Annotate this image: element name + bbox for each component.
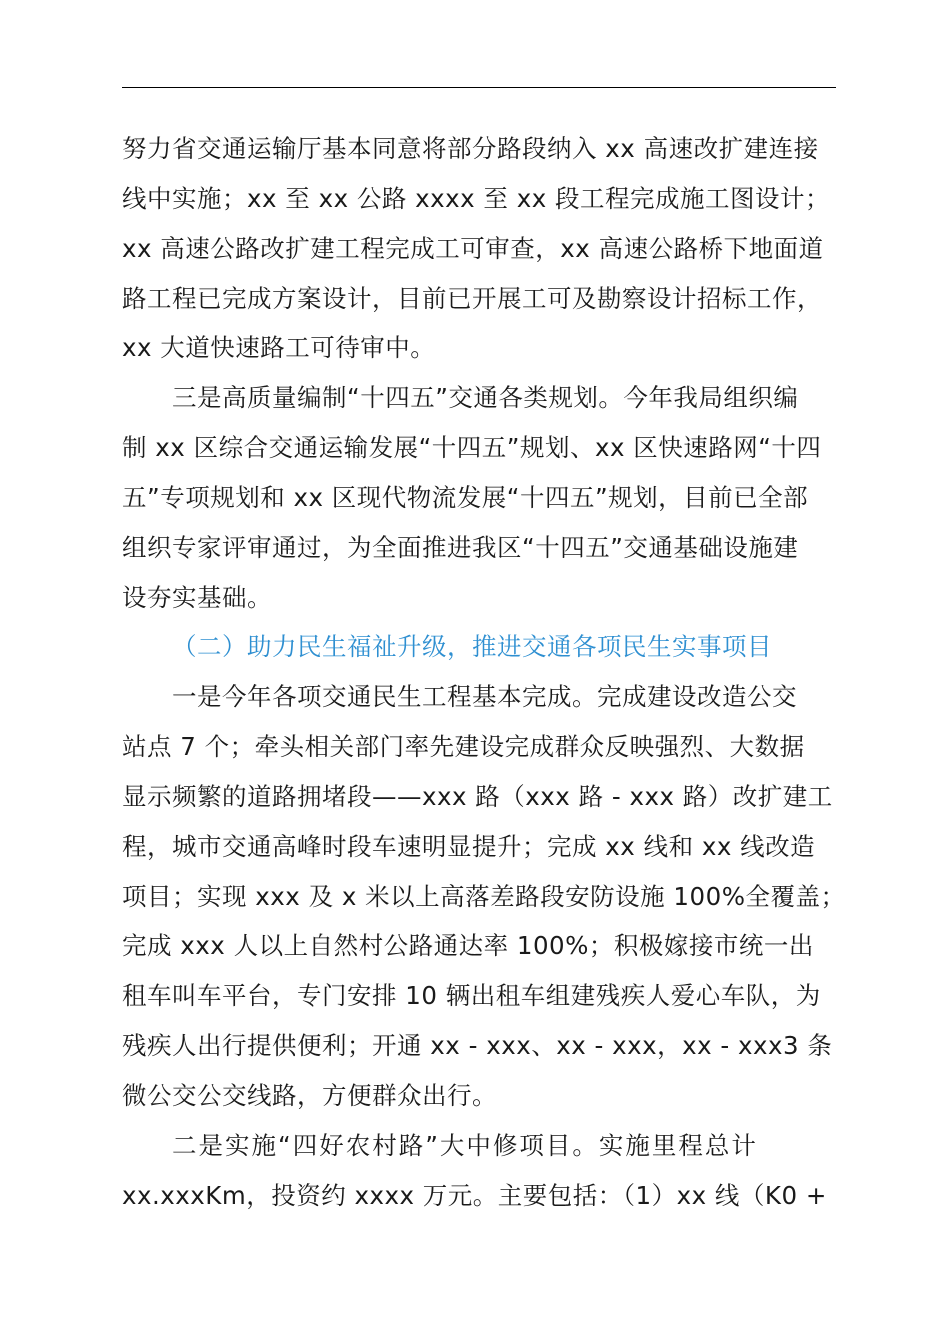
paragraph-line: 制 xx 区综合交通运输发展“十四五”规划、xx 区快速路网“十四 <box>122 433 822 462</box>
paragraph-line: 二是实施“四好农村路”大中修项目。实施里程总计 <box>172 1131 758 1160</box>
paragraph-line: 组织专家评审通过，为全面推进我区“十四五”交通基础设施建 <box>122 533 799 562</box>
paragraph-line: 程，城市交通高峰时段车速明显提升；完成 xx 线和 xx 线改造 <box>122 832 816 861</box>
paragraph-line: 五”专项规划和 xx 区现代物流发展“十四五”规划，目前已全部 <box>122 483 809 512</box>
section-heading: （二）助力民生福祉升级，推进交通各项民生实事项目 <box>172 632 772 661</box>
header-rule <box>122 87 836 88</box>
paragraph-line: 站点 7 个；牵头相关部门率先建设完成群众反映强烈、大数据 <box>122 732 805 761</box>
paragraph-line: 显示频繁的道路拥堵段——xxx 路（xxx 路 - xxx 路）改扩建工 <box>122 782 833 811</box>
paragraph-line: 残疾人出行提供便利；开通 xx - xxx、xx - xxx，xx - xxx3 条 <box>122 1031 833 1060</box>
paragraph-line: 路工程已完成方案设计，目前已开展工可及勘察设计招标工作， <box>122 284 822 313</box>
paragraph-line: 项目；实现 xxx 及 x 米以上高落差路段安防设施 100%全覆盖； <box>122 882 846 911</box>
paragraph-line: xx 高速公路改扩建工程完成工可审查，xx 高速公路桥下地面道 <box>122 234 824 263</box>
paragraph-line: 租车叫车平台，专门安排 10 辆出租车组建残疾人爱心车队，为 <box>122 981 821 1010</box>
paragraph-line: 线中实施；xx 至 xx 公路 xxxx 至 xx 段工程完成施工图设计； <box>122 184 831 213</box>
paragraph-line: 一是今年各项交通民生工程基本完成。完成建设改造公交 <box>172 682 797 711</box>
paragraph-line: 完成 xxx 人以上自然村公路通达率 100%；积极嫁接市统一出 <box>122 931 814 960</box>
paragraph-line: 微公交公交线路，方便群众出行。 <box>122 1081 497 1110</box>
paragraph-line: 努力省交通运输厅基本同意将部分路段纳入 xx 高速改扩建连接 <box>122 134 819 163</box>
paragraph-line: xx.xxxKm，投资约 xxxx 万元。主要包括：（1）xx 线（K0 + <box>122 1181 827 1210</box>
paragraph-line: xx 大道快速路工可待审中。 <box>122 333 436 362</box>
paragraph-line: 三是高质量编制“十四五”交通各类规划。今年我局组织编 <box>172 383 799 412</box>
paragraph-line: 设夯实基础。 <box>122 583 272 612</box>
